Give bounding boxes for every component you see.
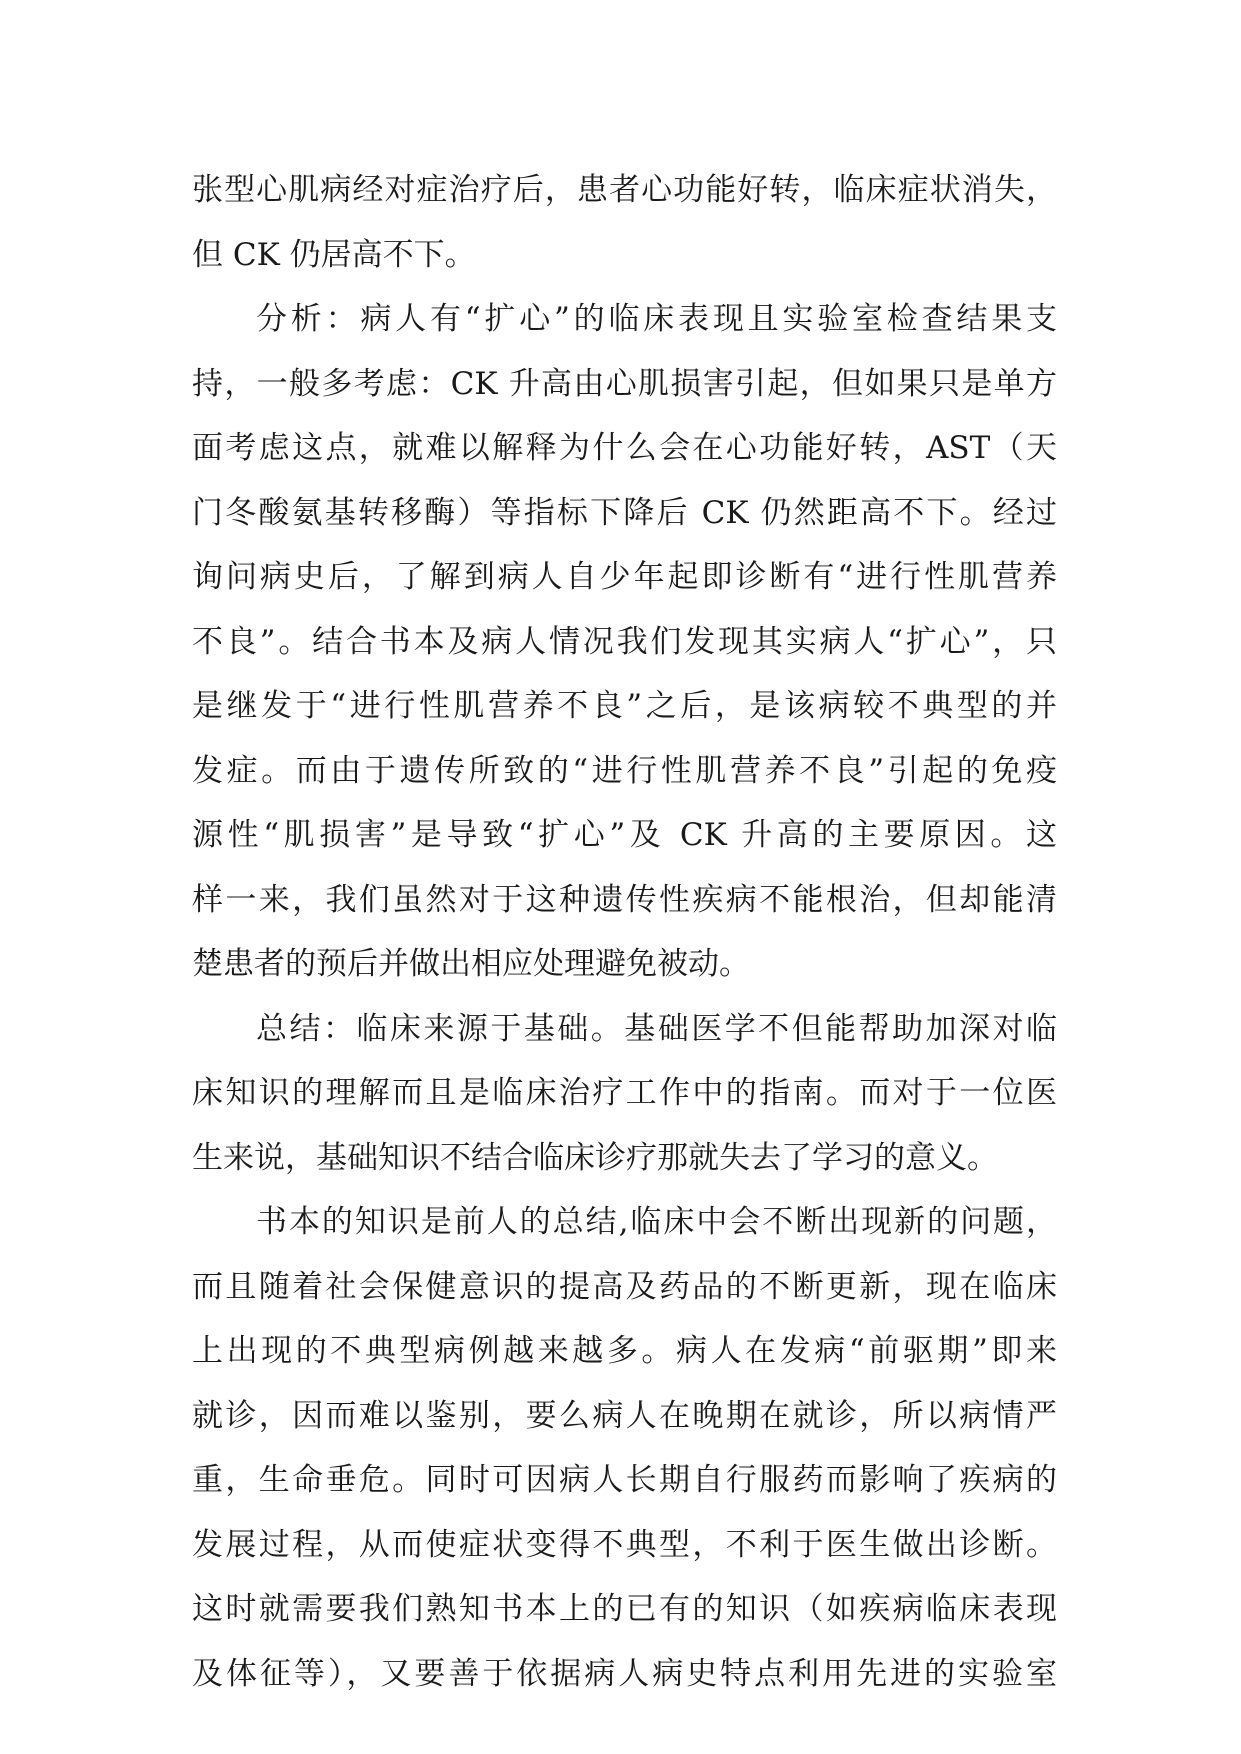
text-line: 样一来，我们虽然对于这种遗传性疾病不能根治，但却能清 <box>192 881 1057 918</box>
body-text <box>192 158 1057 1706</box>
text-line-paragraph-start: 总结：临床来源于基础。基础医学不但能帮助加深对临 <box>256 1010 1057 1047</box>
text-line: 发症。而由于遗传所致的“进行性肌营养不良”引起的免疫 <box>192 752 1057 789</box>
text-line: 而且随着社会保健意识的提高及药品的不断更新，现在临床 <box>192 1268 1057 1305</box>
text-line: 源性“肌损害”是导致“扩心”及 CK 升高的主要原因。这 <box>192 817 1057 853</box>
text-line: 楚患者的预后并做出相应处理避免被动。 <box>192 946 750 982</box>
text-line: 但 CK 仍居高不下。 <box>192 236 476 273</box>
text-line-paragraph-start: 书本的知识是前人的总结,临床中会不断出现新的问题， <box>256 1204 1057 1240</box>
text-line: 持，一般多考虑：CK 升高由心肌损害引起，但如果只是单方 <box>192 365 1057 402</box>
text-line: 询问病史后，了解到病人自少年起即诊断有“进行性肌营养 <box>192 559 1057 595</box>
text-line: 门冬酸氨基转移酶）等指标下降后 CK 仍然距高不下。经过 <box>192 494 1057 531</box>
text-line: 上出现的不典型病例越来越多。病人在发病“前驱期”即来 <box>192 1333 1057 1369</box>
text-line-paragraph-start: 分析：病人有“扩心”的临床表现且实验室检查结果支 <box>256 301 1057 337</box>
text-line: 是继发于“进行性肌营养不良”之后，是该病较不典型的并 <box>192 688 1057 724</box>
text-line: 发展过程，从而使症状变得不典型，不利于医生做出诊断。 <box>192 1526 1057 1563</box>
text-line: 这时就需要我们熟知书本上的已有的知识（如疾病临床表现 <box>192 1591 1057 1627</box>
text-line: 面考虑这点，就难以解释为什么会在心功能好转，AST（天 <box>192 430 1057 466</box>
text-line: 重，生命垂危。同时可因病人长期自行服药而影响了疾病的 <box>192 1462 1057 1498</box>
text-line: 床知识的理解而且是临床治疗工作中的指南。而对于一位医 <box>192 1075 1057 1111</box>
text-line: 及体征等），又要善于依据病人病史特点利用先进的实验室 <box>192 1655 1057 1692</box>
text-line: 张型心肌病经对症治疗后，患者心功能好转，临床症状消失， <box>192 172 1057 208</box>
text-line: 不良”。结合书本及病人情况我们发现其实病人“扩心”，只 <box>192 623 1057 660</box>
text-line: 生来说，基础知识不结合临床诊疗那就失去了学习的意义。 <box>192 1139 998 1176</box>
text-line: 就诊，因而难以鉴别，要么病人在晚期在就诊，所以病情严 <box>192 1397 1057 1434</box>
